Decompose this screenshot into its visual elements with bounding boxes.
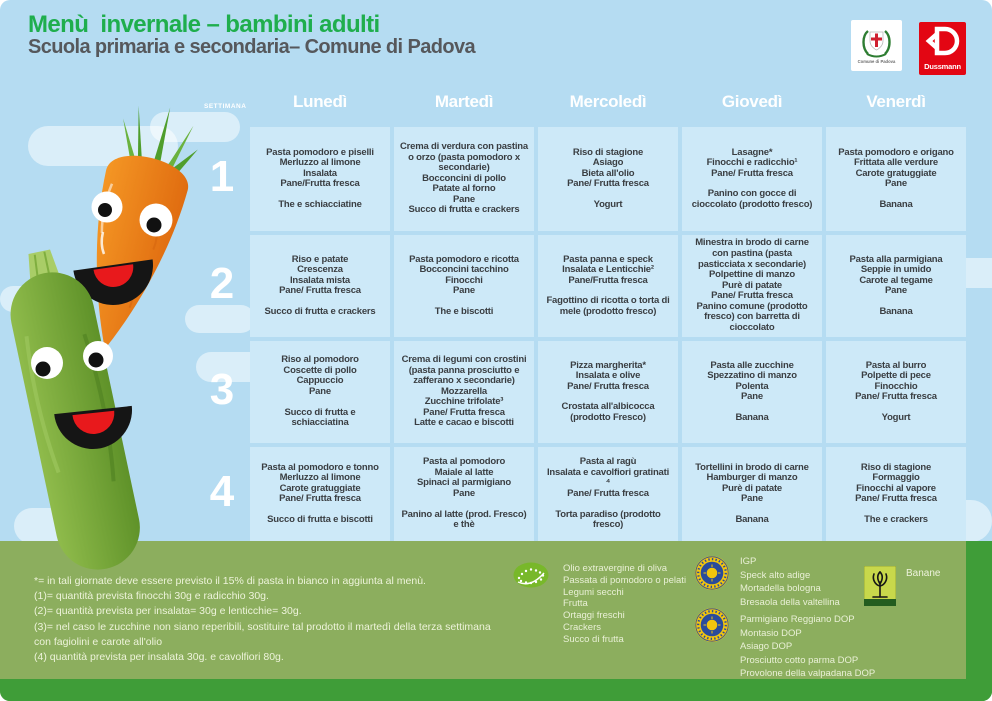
menu-item: Frittata alle verdure <box>854 157 938 169</box>
igp-product-item: IGP <box>740 556 757 567</box>
banane-label: Banane <box>906 568 941 579</box>
menu-item: Pasta pomodoro e piselli <box>266 146 374 158</box>
menu-item: Riso al pomodoro <box>281 354 359 366</box>
menu-item: Asiago <box>592 157 624 169</box>
dop-badge-icon <box>694 607 730 643</box>
settimana-label: SETTIMANA <box>204 103 247 110</box>
menu-item: Riso di stagione <box>860 461 932 473</box>
menu-item: Bocconcini di pollo <box>422 172 506 184</box>
dop-product-item: Asiago DOP <box>740 641 793 653</box>
menu-item: Carote gratuggiate <box>279 482 361 494</box>
carrot-and-zucchini-illustration <box>0 98 250 580</box>
igp-product-item: Bresaola della valtellina <box>740 596 840 608</box>
menu-item: Pane/Frutta fresca <box>568 274 648 286</box>
day-header-venerdi: Venerdì <box>866 92 926 111</box>
menu-item: Pane/ Frutta fresca <box>279 285 361 297</box>
menu-item: Crema di legumi con crostini (pasta panna prosciutto e zafferano x secondarie) <box>401 353 527 387</box>
menu-item: Crescenza <box>297 264 343 276</box>
menu-cell-week2-lunedi <box>250 235 390 337</box>
menu-cell-week1-venerdi <box>826 127 966 231</box>
menu-item: Pane <box>741 493 763 505</box>
menu-item: Pizza margherita* <box>570 359 646 371</box>
menu-item: Pane <box>309 386 331 397</box>
menu-item: Spezzatino di manzo <box>707 370 797 382</box>
menu-item: Pane <box>885 285 907 297</box>
menu-item: Succo di frutta e biscotti <box>267 513 373 525</box>
menu-item: Seppie in umido <box>860 264 932 276</box>
menu-item: Merluzzo al limone <box>279 157 361 169</box>
menu-cell-week1-giovedi <box>682 127 822 231</box>
menu-item: Mozzarella <box>440 385 488 397</box>
menu-item: Pane/Frutta fresca <box>280 178 360 190</box>
menu-item: Bocconcini tacchino <box>419 264 509 276</box>
menu-item: The e schiacciatine <box>278 198 362 210</box>
menu-cell-week4-mercoledi <box>538 447 678 541</box>
menu-item: Insalata e olive <box>575 370 641 382</box>
menu-cell-week1-martedi <box>394 127 534 231</box>
fairtrade-tree-icon <box>864 566 896 606</box>
menu-cell-week1-mercoledi <box>538 127 678 231</box>
page-title: Menù invernale – bambini adulti <box>28 11 380 38</box>
menu-item: Panino con gocce di cioccolato (prodotto fresco) <box>691 188 813 210</box>
menu-item: Finocchio <box>874 380 918 392</box>
menu-item: Insalata mista <box>289 274 351 286</box>
menu-item: Finocchi al vapore <box>856 482 936 494</box>
menu-item: Pasta al ragù <box>579 456 637 468</box>
menu-item: Lasagne* <box>731 146 773 158</box>
menu-cell-week1-lunedi <box>250 127 390 231</box>
menu-item: Panino comune (prodotto fresco) con barretta di cioccolato <box>696 300 808 334</box>
week-number-2: 2 <box>209 259 235 308</box>
menu-item: Pane/ Frutta fresca <box>711 167 793 179</box>
day-header-lunedi: Lunedì <box>293 92 347 111</box>
dop-product-item: Prosciutto cotto parma DOP <box>740 654 859 666</box>
menu-item: The e biscotti <box>434 305 494 317</box>
menu-item: Banana <box>879 305 913 317</box>
igp-badge-icon <box>694 555 730 591</box>
week-number-1: 1 <box>209 152 235 201</box>
menu-item: Pane/ Frutta fresca <box>567 380 649 392</box>
organic-products-list <box>563 563 686 646</box>
menu-item: Purè di patate <box>721 482 783 494</box>
menu-item: Polenta <box>735 380 769 392</box>
menu-item: Pasta panna e speck <box>563 253 653 265</box>
menu-item: Fagottino di ricotta o torta di mele (prodotto fresco) <box>546 295 670 317</box>
page-subtitle: Scuola primaria e secondaria– Comune di Padova <box>28 36 476 58</box>
dop-product-item: Provolone della valpadana DOP <box>740 668 876 680</box>
menu-cell-week2-giovedi <box>682 235 822 337</box>
menu-item: Insalata e cavolfiori gratinati ⁴ <box>546 466 670 489</box>
menu-cell-week4-lunedi <box>250 447 390 541</box>
eu-organic-leaf-icon <box>512 561 552 589</box>
menu-item: Pane/ Frutta fresca <box>711 290 793 302</box>
menu-cell-week2-mercoledi <box>538 235 678 337</box>
menu-item: Polpette di pece <box>861 370 931 382</box>
menu-item: Carote al tegame <box>859 274 933 286</box>
menu-item: Pasta al burro <box>865 359 927 371</box>
menu-item: Pane/ Frutta fresca <box>423 406 505 418</box>
menu-item: Latte e cacao e biscotti <box>414 417 514 429</box>
menu-cell-week3-venerdi <box>826 341 966 443</box>
menu-item: Banana <box>735 411 769 423</box>
footer-bottom-strip <box>0 679 992 701</box>
week-number-3: 3 <box>209 365 235 414</box>
menu-item: Insalata e Lenticchie² <box>562 264 654 276</box>
menu-item: Yogurt <box>881 411 911 423</box>
menu-item: Formaggio <box>872 472 920 484</box>
organic-product-item: Legumi secchi <box>563 586 624 598</box>
menu-item: Pane <box>741 391 763 403</box>
footnote: (1)= quantità prevista finocchi 30g e radicchio 30g. <box>34 590 269 603</box>
menu-cell-week3-lunedi <box>250 341 390 443</box>
dussmann-logo-label: Dussmann <box>924 62 961 71</box>
menu-item: Hamburger di manzo <box>706 472 798 484</box>
menu-item: Pasta al pomodoro e tonno <box>261 461 379 473</box>
menu-item: Banana <box>879 198 913 210</box>
footnotes <box>34 574 504 665</box>
menu-item: Minestra in brodo di carne con pastina (pasta pasticciata x secondarie) <box>695 237 809 270</box>
menu-item: Banana <box>735 513 769 525</box>
menu-item: Pane/ Frutta fresca <box>279 493 361 505</box>
comune-logo-label: Comune di Padova <box>857 59 896 64</box>
menu-item: Merluzzo al limone <box>279 472 361 484</box>
igp-products-list <box>740 555 840 609</box>
menu-item: Pane/ Frutta fresca <box>567 178 649 190</box>
dop-product-item: Montasio DOP <box>740 627 802 639</box>
menu-cell-week4-giovedi <box>682 447 822 541</box>
menu-item: Tortellini in brodo di carne <box>695 461 809 473</box>
menu-item: Coscette di pollo <box>283 364 357 376</box>
menu-item: Carote gratuggiate <box>855 167 937 179</box>
menu-item: Crema di verdura con pastina o orzo (pasta pomodoro x secondarie) <box>400 140 528 174</box>
menu-item: Finocchi <box>445 274 483 286</box>
organic-product-item: Succo di frutta <box>563 633 624 645</box>
menu-item: Pane/ Frutta fresca <box>855 391 937 403</box>
menu-item: Spinaci al parmigiano <box>417 477 511 489</box>
organic-product-item: Ortaggi freschi <box>563 610 625 622</box>
menu-item: Pane <box>453 488 475 499</box>
menu-item: Finocchi e radicchio¹ <box>706 157 798 169</box>
menu-item: Panino al latte (prod. Fresco) e thè <box>401 508 527 531</box>
igp-product-item: Speck alto adige <box>740 569 811 581</box>
menu-item: Pasta alle zucchine <box>710 359 794 371</box>
menu-item: Insalata <box>303 167 337 179</box>
day-header-giovedi: Giovedì <box>721 92 783 111</box>
menu-item: Torta paradiso (prodotto fresco) <box>555 508 661 531</box>
menu-cell-week3-giovedi <box>682 341 822 443</box>
menu-item: Bieta all'olio <box>581 167 635 179</box>
menu-cell-week2-martedi <box>394 235 534 337</box>
menu-cell-week3-martedi <box>394 341 534 443</box>
menu-item: Pane <box>885 178 907 190</box>
footnote: *= in tali giornate deve essere previsto il 15% di pasta in bianco in aggiunta al menù. <box>34 575 426 587</box>
footnote: (3)= nel caso le zucchine non siano reperibili, sostituire tal prodotto il martedì della terza settimana con fagiolini e carote all'olio <box>34 620 491 648</box>
menu-item: Pasta al pomodoro <box>422 456 506 468</box>
menu-item: Succo di frutta e schiacciatina <box>284 406 356 429</box>
organic-product-item: Frutta <box>563 598 588 610</box>
menu-item: The e crackers <box>864 513 928 525</box>
footer-right-strip <box>966 541 992 701</box>
menu-item: Patate al forno <box>432 183 496 195</box>
igp-product-item: Mortadella bologna <box>740 583 821 595</box>
dop-products-list <box>740 613 875 681</box>
menu-item: Polpettine di manzo <box>709 269 795 281</box>
menu-item: Pasta pomodoro e origano <box>838 146 954 158</box>
menu-item: Pane/ Frutta fresca <box>855 493 937 505</box>
menu-item: Succo di frutta e crackers <box>264 305 376 317</box>
menu-item: Maiale al latte <box>434 466 494 478</box>
footnote: (4) quantità prevista per insalata 30g. e cavolfiori 80g. <box>34 651 284 664</box>
menu-item: Yogurt <box>593 198 623 210</box>
menu-cell-week4-martedi <box>394 447 534 541</box>
organic-product-item: Passata di pomodoro o pelati <box>563 574 687 586</box>
menu-item: Purè di patate <box>721 279 783 291</box>
week-number-4: 4 <box>209 467 235 516</box>
menu-cell-week2-venerdi <box>826 235 966 337</box>
menu-item: Crostata all'albicocca (prodotto Fresco) <box>561 401 655 423</box>
day-header-mercoledi: Mercoledì <box>569 92 647 111</box>
menu-cell-week3-mercoledi <box>538 341 678 443</box>
menu-item: Pasta alla parmigiana <box>849 253 943 265</box>
footnote: (2)= quantità prevista per insalata= 30g e lenticchie= 30g. <box>34 605 302 618</box>
organic-product-item: Olio extravergine di oliva <box>563 563 668 574</box>
menu-item: Riso e patate <box>291 253 349 265</box>
dop-product-item: Parmigiano Reggiano DOP <box>740 614 855 625</box>
day-header-martedi: Martedì <box>434 92 494 111</box>
menu-item: Pasta pomodoro e ricotta <box>409 253 519 265</box>
menu-item: Pane <box>453 285 475 297</box>
menu-item: Zucchine trifolate³ <box>424 396 504 408</box>
menu-item: Pane/ Frutta fresca <box>567 488 649 499</box>
menu-item: Succo di frutta e crackers <box>408 204 520 216</box>
menu-item: Pane <box>453 193 475 205</box>
menu-item: Cappuccio <box>296 375 344 387</box>
menu-item: Riso di stagione <box>572 146 644 158</box>
organic-product-item: Crackers <box>563 621 602 633</box>
menu-cell-week4-venerdi <box>826 447 966 541</box>
